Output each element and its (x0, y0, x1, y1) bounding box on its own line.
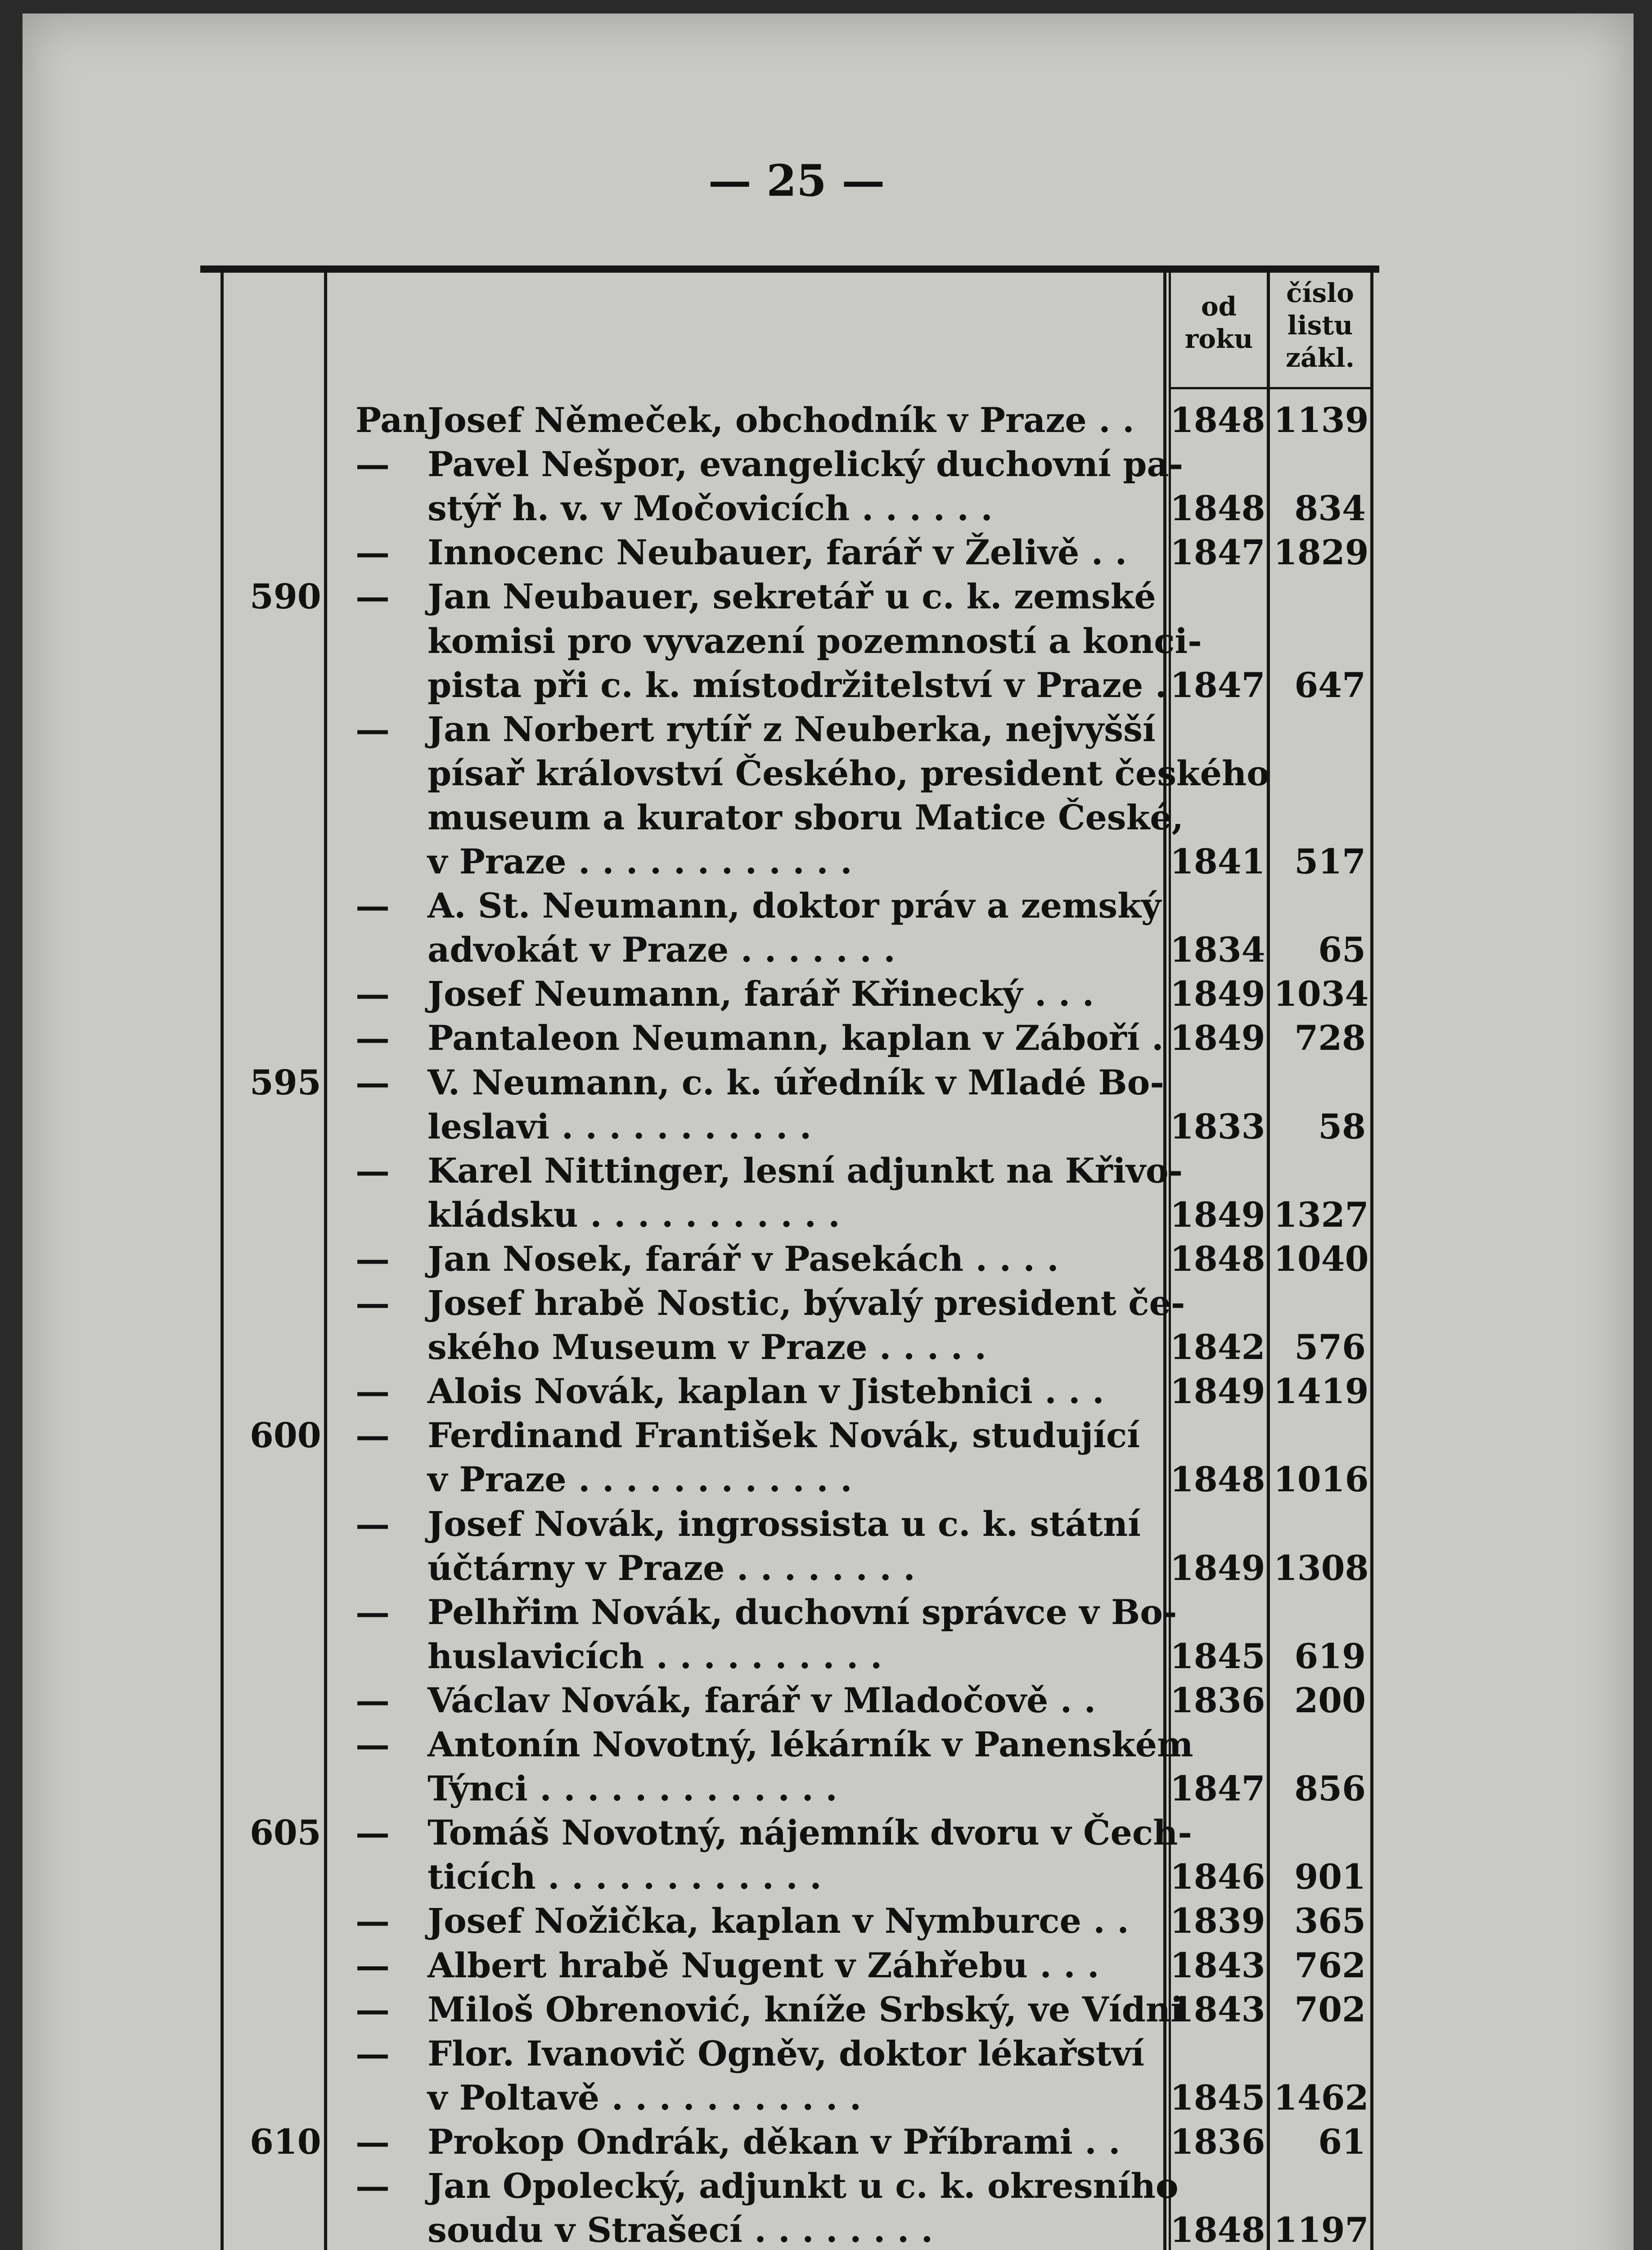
entry-sheet-number: 65 (1318, 930, 1366, 970)
entry-text: Antonín Novotný, lékárník v Panenském (428, 1724, 1193, 1764)
table-row (0, 1944, 1652, 1988)
entry-title: Pan (356, 400, 428, 440)
entry-sheet-number: 1040 (1274, 1238, 1369, 1279)
entry-year: 1848 (1170, 1238, 1265, 1279)
entry-text: A. St. Neumann, doktor práv a zemský (428, 886, 1161, 926)
entry-title: — (356, 1062, 390, 1102)
entry-text: Josef Novák, ingrossista u c. k. státní (428, 1503, 1141, 1544)
table-row (0, 1678, 1652, 1723)
entry-number: 595 (250, 1062, 321, 1102)
entry-title: — (356, 1503, 390, 1544)
page-number: — 25 — (708, 155, 885, 206)
entry-year: 1849 (1170, 1548, 1265, 1588)
entry-title: — (356, 1283, 390, 1323)
entry-text: Josef Nožička, kaplan v Nymburce . . (428, 1901, 1129, 1941)
table-row (0, 1634, 1652, 1678)
entry-text: Týnci . . . . . . . . . . . . . (428, 1768, 837, 1809)
table-row (0, 1855, 1652, 1899)
entry-sheet-number: 1034 (1274, 974, 1369, 1014)
header-year-line-2: roku (1184, 324, 1253, 354)
header-sheet-line-1: číslo (1286, 278, 1354, 308)
entry-sheet-number: 901 (1294, 1857, 1366, 1897)
table-row (0, 398, 1652, 442)
entry-sheet-number: 1308 (1274, 1548, 1369, 1588)
entry-sheet-number: 856 (1294, 1768, 1366, 1809)
entry-number: 590 (250, 576, 321, 617)
entry-text: účtárny v Praze . . . . . . . . (428, 1548, 915, 1588)
table-row (0, 531, 1652, 575)
entry-text: Pelhřim Novák, duchovní správce v Bo- (428, 1592, 1177, 1632)
entry-text: advokát v Praze . . . . . . . (428, 930, 896, 970)
entry-year: 1848 (1170, 1459, 1265, 1500)
table-row (0, 840, 1652, 884)
table-row (0, 972, 1652, 1016)
entry-sheet-number: 834 (1294, 488, 1366, 529)
entry-year: 1849 (1170, 1194, 1265, 1235)
entry-title: — (356, 1018, 390, 1058)
entry-year: 1848 (1170, 488, 1265, 529)
entry-text: Tomáš Novotný, nájemník dvoru v Čech- (428, 1813, 1192, 1853)
table-row (0, 1105, 1652, 1149)
table-row (0, 442, 1652, 486)
entry-title: — (356, 532, 390, 573)
entry-text: Václav Novák, farář v Mladočově . . (428, 1680, 1096, 1720)
entry-text: Karel Nittinger, lesní adjunkt na Křivo- (428, 1150, 1183, 1191)
entry-title: — (356, 1813, 390, 1853)
entry-number: 605 (250, 1813, 321, 1853)
entry-number: 600 (250, 1415, 321, 1456)
entry-title: — (356, 886, 390, 926)
table-row (0, 1325, 1652, 1369)
entry-text: Jan Nosek, farář v Pasekách . . . . (428, 1238, 1059, 1279)
table-row (0, 1899, 1652, 1943)
entry-sheet-number: 200 (1294, 1680, 1366, 1720)
header-year (1171, 290, 1267, 355)
entry-year: 1836 (1170, 1680, 1265, 1720)
entry-text: kládsku . . . . . . . . . . . (428, 1194, 840, 1235)
entry-title: — (356, 1371, 390, 1412)
entry-title: — (356, 1415, 390, 1456)
header-bottom-rule-year (1171, 387, 1267, 389)
table-row (0, 1016, 1652, 1060)
entry-text: Jan Norbert rytíř z Neuberka, nejvyšší (428, 709, 1156, 749)
entry-title: — (356, 709, 390, 749)
table-row (0, 1546, 1652, 1590)
entry-text: písař království Českého, president českého (428, 753, 1269, 793)
entry-sheet-number: 365 (1294, 1901, 1366, 1941)
table-row (0, 884, 1652, 928)
entry-title: — (356, 1945, 390, 1985)
entry-title: — (356, 444, 390, 485)
entry-sheet-number: 702 (1294, 1989, 1366, 2030)
table-row (0, 1767, 1652, 1811)
entry-sheet-number: 647 (1294, 665, 1366, 705)
entry-year: 1836 (1170, 2121, 1265, 2162)
table-row (0, 619, 1652, 663)
entry-year: 1834 (1170, 930, 1265, 970)
entry-text: Alois Novák, kaplan v Jistebnici . . . (428, 1371, 1104, 1412)
entry-year: 1841 (1170, 842, 1265, 882)
entry-year: 1847 (1170, 1768, 1265, 1809)
entry-year: 1848 (1170, 400, 1265, 440)
entry-text: ticích . . . . . . . . . . . . (428, 1857, 822, 1897)
table-row (0, 1502, 1652, 1546)
entry-year: 1833 (1170, 1106, 1265, 1147)
entry-sheet-number: 1462 (1274, 2077, 1369, 2118)
table-row (0, 1149, 1652, 1193)
entry-year: 1849 (1170, 974, 1265, 1014)
table-row (0, 1193, 1652, 1237)
entry-text: huslavicích . . . . . . . . . . (428, 1636, 882, 1676)
entry-sheet-number: 517 (1294, 842, 1366, 882)
entry-year: 1849 (1170, 1371, 1265, 1412)
entry-text: Miloš Obrenović, kníže Srbský, ve Vídni (428, 1989, 1184, 2030)
entry-sheet-number: 1016 (1274, 1459, 1369, 1500)
entry-year: 1843 (1170, 1945, 1265, 1985)
table-row (0, 1061, 1652, 1105)
table-row (0, 1811, 1652, 1855)
entry-title: — (356, 1901, 390, 1941)
entry-year: 1847 (1170, 665, 1265, 705)
entry-sheet-number: 1197 (1274, 2210, 1369, 2250)
entry-text: leslavi . . . . . . . . . . . (428, 1106, 812, 1147)
table-row (0, 2032, 1652, 2076)
entry-number: 610 (250, 2121, 321, 2162)
entry-year: 1842 (1170, 1327, 1265, 1368)
entry-title: — (356, 2166, 390, 2206)
entry-title: — (356, 576, 390, 617)
table-row (0, 1281, 1652, 1325)
entry-year: 1845 (1170, 1636, 1265, 1676)
entry-sheet-number: 1419 (1274, 1371, 1369, 1412)
entry-text: Josef hrabě Nostic, bývalý president če- (428, 1283, 1185, 1323)
entry-text: ského Museum v Praze . . . . . (428, 1327, 987, 1368)
entry-title: — (356, 974, 390, 1014)
entry-sheet-number: 762 (1294, 1945, 1366, 1985)
header-bottom-rule-sheet (1270, 387, 1370, 389)
table-row (0, 2120, 1652, 2164)
entry-sheet-number: 1139 (1274, 400, 1369, 440)
table-row (0, 796, 1652, 840)
table-row (0, 663, 1652, 707)
table-row (0, 1237, 1652, 1281)
entry-year: 1846 (1170, 1857, 1265, 1897)
entry-year: 1845 (1170, 2077, 1265, 2118)
entry-title: — (356, 1724, 390, 1764)
entry-text: Josef Němeček, obchodník v Praze . . (428, 400, 1134, 440)
entry-title: — (356, 2121, 390, 2162)
entry-text: komisi pro vyvazení pozemností a konci- (428, 621, 1202, 661)
entry-sheet-number: 576 (1294, 1327, 1366, 1368)
entry-text: v Praze . . . . . . . . . . . . (428, 842, 852, 882)
table-row (0, 2208, 1652, 2250)
table-row (0, 575, 1652, 619)
entry-text: pista při c. k. místodržitelství v Praze . (428, 665, 1167, 705)
table-row (0, 486, 1652, 531)
entry-text: Josef Neumann, farář Křinecký . . . (428, 974, 1094, 1014)
entry-title: — (356, 1150, 390, 1191)
entry-year: 1848 (1170, 2210, 1265, 2250)
entry-year: 1847 (1170, 532, 1265, 573)
entry-text: Prokop Ondrák, děkan v Příbrami . . (428, 2121, 1121, 2162)
entry-sheet-number: 728 (1294, 1018, 1366, 1058)
entry-text: museum a kurator sboru Matice České, (428, 797, 1184, 837)
entry-title: — (356, 1592, 390, 1632)
entry-sheet-number: 58 (1318, 1106, 1366, 1147)
table-row (0, 752, 1652, 796)
entry-year: 1849 (1170, 1018, 1265, 1058)
entry-text: Pantaleon Neumann, kaplan v Záboří . (428, 1018, 1164, 1058)
table-row (0, 1413, 1652, 1458)
table-row (0, 1369, 1652, 1413)
table-row (0, 1458, 1652, 1502)
entry-text: Jan Opolecký, adjunkt u c. k. okresního (428, 2166, 1179, 2206)
entry-text: v Poltavě . . . . . . . . . . . (428, 2077, 862, 2118)
table-row (0, 2076, 1652, 2120)
header-sheet (1270, 277, 1370, 374)
table-row (0, 2164, 1652, 2208)
entry-title: — (356, 1238, 390, 1279)
entry-title: — (356, 2033, 390, 2074)
entry-title: — (356, 1989, 390, 2030)
table-top-rule (200, 266, 1379, 273)
entry-sheet-number: 61 (1318, 2121, 1366, 2162)
entry-text: stýř h. v. v Močovicích . . . . . . (428, 488, 993, 529)
header-sheet-line-2: listu (1287, 310, 1353, 341)
table-row (0, 928, 1652, 972)
entry-text: Albert hrabě Nugent v Záhřebu . . . (428, 1945, 1099, 1985)
entry-text: Innocenc Neubauer, farář v Želivě . . (428, 532, 1127, 573)
entry-sheet-number: 619 (1294, 1636, 1366, 1676)
table-row (0, 1590, 1652, 1634)
header-year-line-1: od (1201, 291, 1237, 322)
entry-sheet-number: 1327 (1274, 1194, 1369, 1235)
table-row (0, 1988, 1652, 2032)
table-row (0, 1723, 1652, 1767)
table-row (0, 707, 1652, 752)
entry-text: Ferdinand František Novák, studující (428, 1415, 1140, 1456)
entry-title: — (356, 1680, 390, 1720)
entry-year: 1843 (1170, 1989, 1265, 2030)
header-sheet-line-3: zákl. (1286, 342, 1355, 373)
entry-sheet-number: 1829 (1274, 532, 1369, 573)
entry-text: V. Neumann, c. k. úředník v Mladé Bo- (428, 1062, 1164, 1102)
entry-year: 1839 (1170, 1901, 1265, 1941)
entry-text: v Praze . . . . . . . . . . . . (428, 1459, 852, 1500)
entry-text: Jan Neubauer, sekretář u c. k. zemské (428, 576, 1156, 617)
entry-text: Pavel Nešpor, evangelický duchovní pa- (428, 444, 1184, 485)
entry-text: soudu v Strašecí . . . . . . . . (428, 2210, 933, 2250)
entry-text: Flor. Ivanovič Ogněv, doktor lékařství (428, 2033, 1144, 2074)
